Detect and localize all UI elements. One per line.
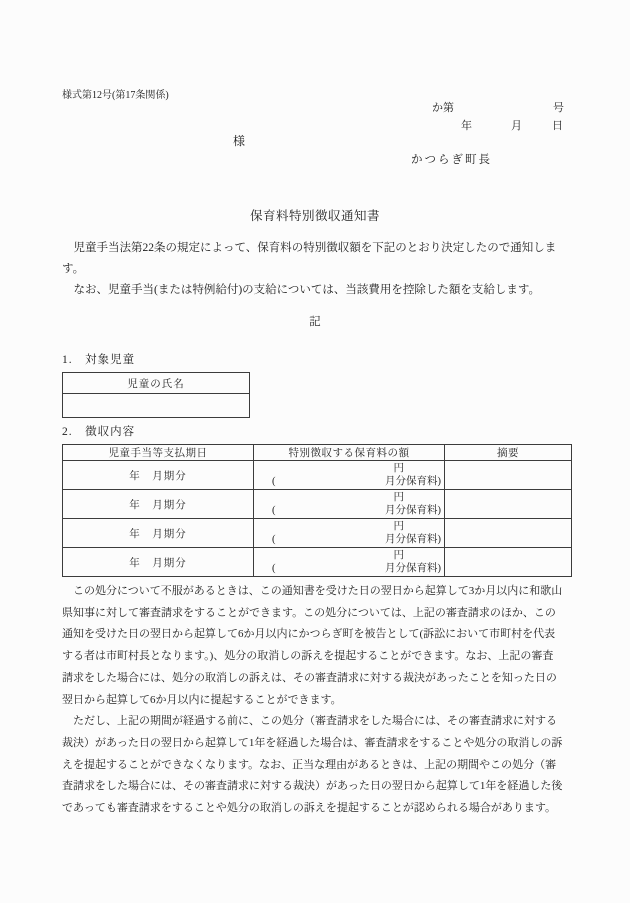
paren-open: ( [272, 504, 276, 516]
remarks-cell [445, 490, 572, 519]
collection-table [62, 444, 572, 577]
yen-label: 円 [393, 491, 404, 503]
section1-heading: 1. 対象児童 [62, 354, 136, 366]
addressee-honorific: 様 [233, 134, 246, 148]
child-name-header: 児童の氏名 [63, 373, 250, 394]
notice-line: であっても審査請求をすることや処分の取消しの訴えを提起することが認められる場合があります。 [62, 802, 557, 815]
body-line: 児童手当法第22条の規定によって、保育料の特別徴収額を下記のとおり決定したので通知しま [62, 242, 557, 254]
amount-note: 月分保育料) [385, 475, 441, 487]
date-day-label: 日 [552, 120, 563, 132]
reference-number-prefix: か第 [432, 102, 454, 114]
amount-note: 月分保育料) [385, 533, 441, 545]
yen-label: 円 [393, 520, 404, 532]
notice-line: 通知を受けた日の翌日から起算して6か月以内にかつらぎ町を被告として(訴訟において市町村を代表 [62, 628, 556, 641]
record-marker: 記 [309, 316, 321, 328]
amount-note: 月分保育料) [385, 504, 441, 516]
remarks-cell [445, 519, 572, 548]
amount-note: 月分保育料) [385, 562, 441, 574]
remarks-cell [445, 461, 572, 490]
notice-line: この処分について不服があるときは、この通知書を受けた日の翌日から起算して3か月以内に和歌山 [62, 585, 563, 597]
child-name-table [62, 372, 250, 418]
date-year-label: 年 [461, 120, 472, 132]
notice-line: 裁決）があった日の翌日から起算して1年を経過した場合は、審査請求をすることや処分の取消しの訴 [62, 736, 563, 749]
section2-heading: 2. 徴収内容 [62, 426, 136, 438]
notice-line: 請求をした場合には、処分の取消しの訴えは、その審査請求に対する裁決があったことを知った日の [62, 671, 557, 684]
paren-open: ( [272, 475, 276, 487]
notice-line: 県知事に対して審査請求をすることができます。この処分については、上記の審査請求のほか、この [62, 606, 556, 619]
collection-table-row [63, 548, 572, 577]
paren-open: ( [272, 562, 276, 574]
period-cell: 年 月期分 [63, 461, 254, 490]
period-cell: 年 月期分 [63, 548, 254, 577]
collection-table-row [63, 461, 572, 490]
amount-cell [254, 461, 445, 490]
amount-cell [254, 548, 445, 577]
appeal-notice [62, 581, 574, 820]
notice-line: えを提起することができなくなります。なお、正当な理由があるときは、上記の期間やこの処分（審 [62, 758, 557, 771]
remarks-cell [445, 548, 572, 577]
column-header-amount: 特別徴収する保育料の額 [254, 445, 445, 461]
sender-name: かつらぎ町長 [411, 154, 492, 166]
column-header-remarks: 摘要 [445, 445, 572, 461]
notice-line: 翌日から起算して6か月以内に提起することができます。 [62, 693, 342, 706]
body-line: す。 [62, 263, 85, 275]
collection-table-row [63, 490, 572, 519]
notice-line: する者は市町村長となります。)、処分の取消しの訴えを提起することができます。なお、上記の審査 [62, 650, 554, 663]
amount-cell [254, 519, 445, 548]
form-number: 様式第12号(第17条関係) [62, 90, 169, 101]
document-title: 保育料特別徴収通知書 [249, 209, 380, 223]
collection-table-header-row [63, 445, 572, 461]
amount-cell [254, 490, 445, 519]
paren-open: ( [272, 533, 276, 545]
body-paragraph [62, 238, 574, 301]
yen-label: 円 [393, 549, 404, 561]
column-header-payment-date: 児童手当等支払期日 [63, 445, 254, 461]
period-cell: 年 月期分 [63, 519, 254, 548]
body-line: なお、児童手当(または特例給付)の支給については、当該費用を控除した額を支給します。 [62, 284, 541, 296]
child-name-cell [63, 394, 250, 418]
collection-table-row [63, 519, 572, 548]
period-cell: 年 月期分 [63, 490, 254, 519]
date-month-label: 月 [511, 120, 522, 132]
reference-number-suffix: 号 [553, 102, 564, 114]
yen-label: 円 [393, 462, 404, 474]
notice-line: ただし、上記の期間が経過する前に、この処分（審査請求をした場合には、その審査請求に対する [62, 715, 557, 728]
notice-line: 査請求をした場合には、その審査請求に対する裁決）があった日の翌日から起算して1年を経過した後 [62, 780, 563, 793]
